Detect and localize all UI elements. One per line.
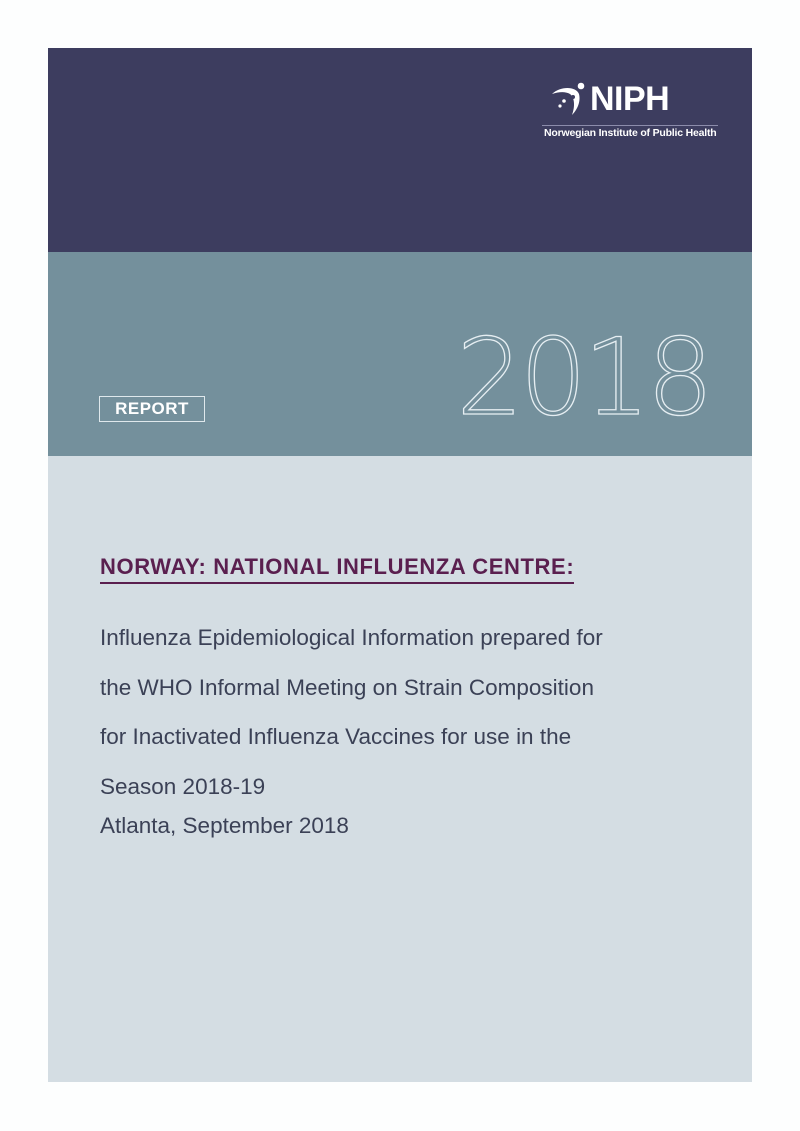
description-line: Season 2018-19 — [100, 773, 266, 799]
header-band — [48, 48, 752, 252]
report-type-badge: REPORT — [99, 396, 205, 422]
report-cover — [48, 48, 752, 1082]
report-description — [100, 613, 720, 811]
logo-subtitle: Norwegian Institute of Public Health — [544, 127, 717, 139]
niph-logo — [542, 78, 718, 142]
description-line: for Inactivated Influenza Vaccines for use in the — [100, 724, 572, 749]
report-heading: NORWAY: NATIONAL INFLUENZA CENTRE: — [100, 553, 574, 584]
description-line: Influenza Epidemiological Information prepared for — [100, 625, 603, 650]
meeting-location-date: Atlanta, September 2018 — [100, 813, 349, 838]
niph-figure-icon — [550, 82, 590, 118]
description-line: the WHO Informal Meeting on Strain Composition — [100, 674, 594, 700]
report-year: 2018 — [456, 316, 710, 439]
logo-wordmark: NIPH — [590, 80, 670, 118]
logo-divider — [542, 125, 718, 126]
